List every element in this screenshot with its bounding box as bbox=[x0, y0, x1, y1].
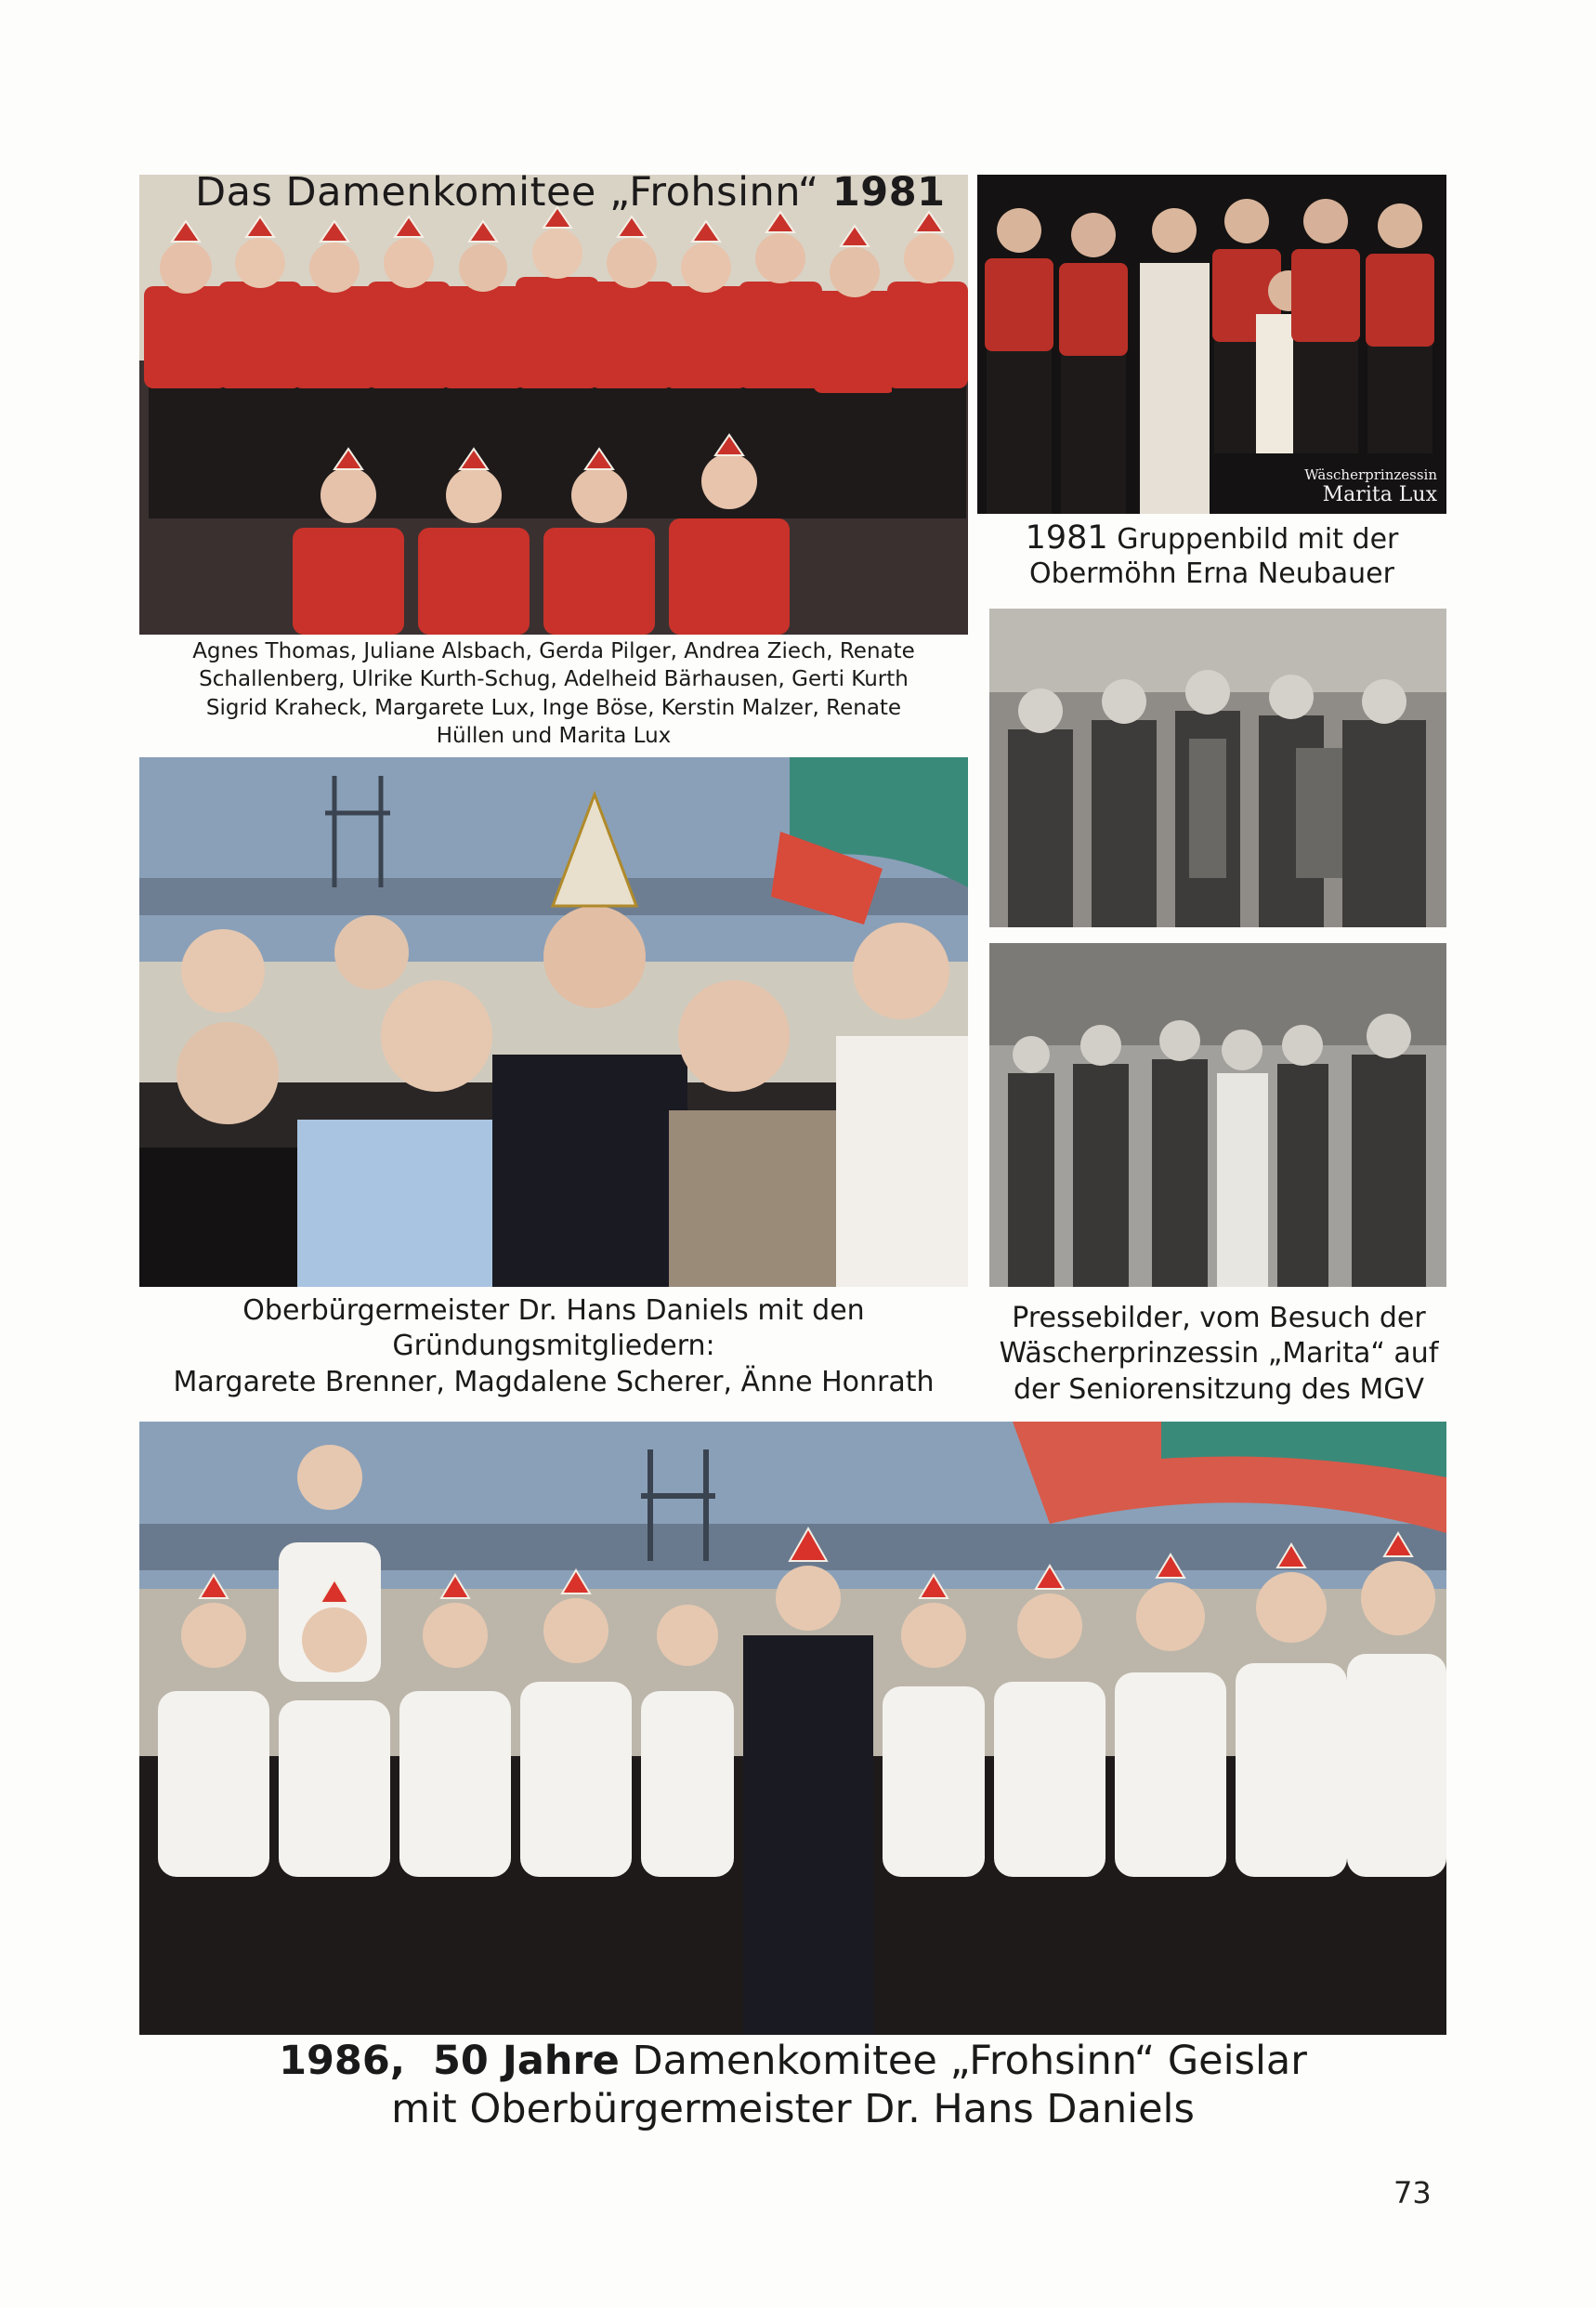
photo1-title-text: Das Damenkomitee „Frohsinn“ bbox=[195, 169, 832, 216]
press-caption-line: der Seniorensitzung des MGV bbox=[1013, 1372, 1425, 1406]
press-caption bbox=[968, 1301, 1470, 1408]
photo-anniversary-1986 bbox=[139, 1422, 1446, 2035]
photo2-caption-year: 1981 bbox=[1025, 519, 1108, 557]
photo2-caption-line1-rest: Gruppenbild mit der bbox=[1107, 523, 1399, 556]
photo1-title-year: 1981 bbox=[831, 169, 946, 216]
photo1-caption-line: Agnes Thomas, Juliane Alsbach, Gerda Pilger, Andrea Ziech, Renate bbox=[192, 639, 915, 663]
photo2-label-line1: Wäscherprinzessin bbox=[1304, 466, 1437, 483]
photo1-caption-line: Hüllen und Marita Lux bbox=[436, 724, 672, 749]
photo6-caption-line1 bbox=[139, 2037, 1446, 2085]
press-caption-line: Pressebilder, vom Besuch der bbox=[1012, 1302, 1426, 1334]
page-number: 73 bbox=[1393, 2175, 1432, 2210]
photo1-caption-line: Schallenberg, Ulrike Kurth-Schug, Adelheid Bärhausen, Gerti Kurth bbox=[199, 667, 909, 692]
press-caption-line: Wäscherprinzessin „Marita“ auf bbox=[999, 1337, 1439, 1370]
photo-obermoehn-group bbox=[977, 175, 1446, 514]
photo1-caption-line: Sigrid Kraheck, Margarete Lux, Inge Böse, Kerstin Malzer, Renate bbox=[205, 695, 902, 720]
photo3-caption bbox=[139, 1293, 968, 1400]
photo3-caption-line: Margarete Brenner, Magdalene Scherer, Änne Honrath bbox=[173, 1365, 935, 1398]
photo2-caption bbox=[977, 518, 1446, 591]
photo6-caption-line2: mit Oberbürgermeister Dr. Hans Daniels bbox=[391, 2086, 1195, 2133]
photo2-label-line2: Marita Lux bbox=[1322, 483, 1437, 506]
press-photo-1 bbox=[989, 609, 1446, 927]
press-photo-2 bbox=[989, 943, 1446, 1287]
photo-oberbuergermeister-founders bbox=[139, 757, 968, 1287]
photo6-caption bbox=[139, 2037, 1446, 2134]
photo6-caption-line1-rest: Damenkomitee „Frohsinn“ Geislar bbox=[619, 2038, 1307, 2084]
photo6-caption-bold: 1986, 50 Jahre bbox=[279, 2038, 620, 2084]
photo1-title bbox=[195, 169, 946, 216]
photo2-caption-line2: Obermöhn Erna Neubauer bbox=[1029, 557, 1394, 590]
photo-group-1981-red bbox=[139, 175, 968, 635]
photo2-caption-line1 bbox=[977, 518, 1446, 557]
photo3-caption-line: Oberbürgermeister Dr. Hans Daniels mit den bbox=[242, 1294, 865, 1327]
photo1-caption bbox=[130, 637, 977, 750]
photo3-caption-line: Gründungsmitgliedern: bbox=[392, 1330, 715, 1363]
photo2-label bbox=[1304, 466, 1437, 506]
